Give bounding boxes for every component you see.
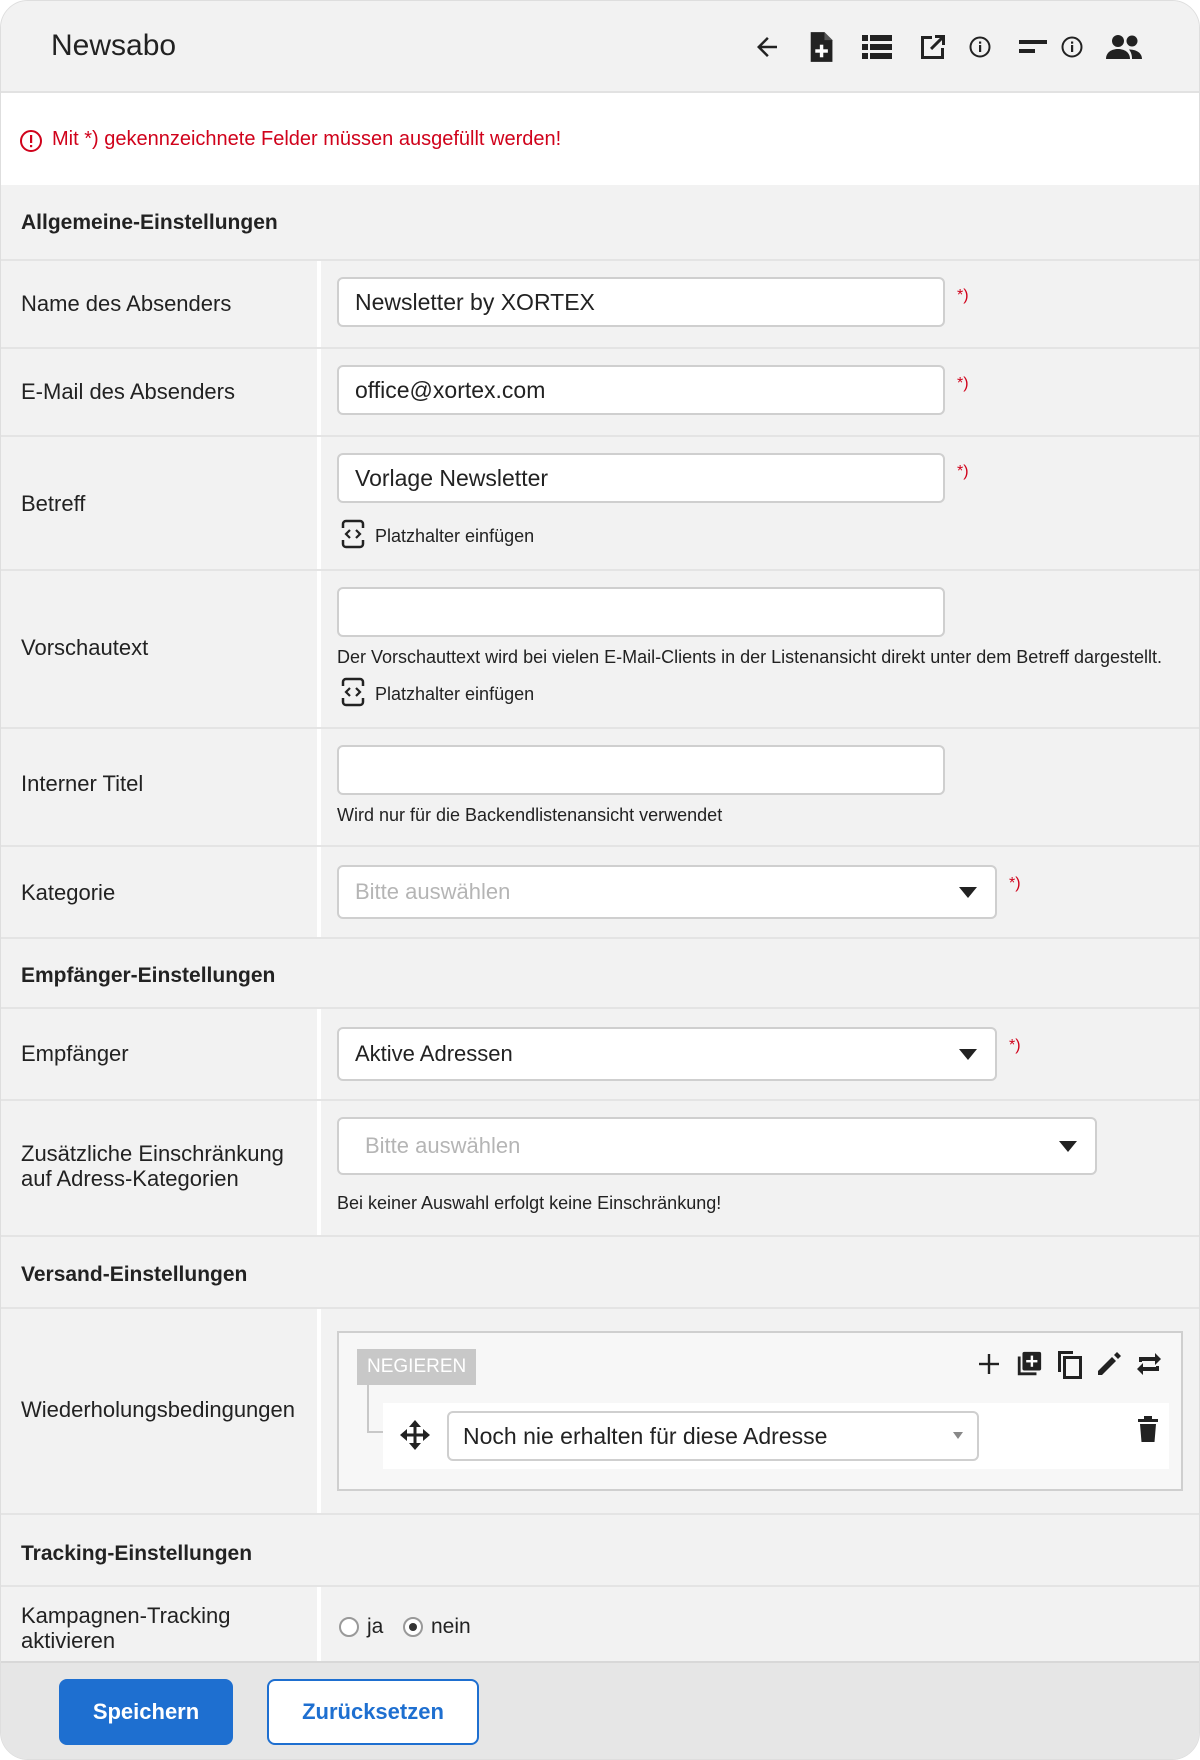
column-divider (317, 1309, 321, 1513)
dropdown-caret-icon (959, 887, 977, 898)
field-label: Name des Absenders (21, 291, 232, 316)
column-divider (317, 1101, 321, 1235)
address-categories-select[interactable] (337, 1117, 1097, 1175)
subject-input[interactable]: Vorlage Newsletter (337, 453, 945, 503)
radio-option-nein[interactable] (403, 1615, 471, 1639)
preview-text-input[interactable] (337, 587, 945, 637)
add-group-icon[interactable] (1015, 1345, 1043, 1383)
reset-button[interactable]: Zurücksetzen (267, 1679, 479, 1745)
field-label: Betreff (21, 491, 86, 516)
section-title: Versand-Einstellungen (21, 1263, 248, 1286)
field-label: Wiederholungsbedingungen (21, 1397, 295, 1422)
internal-title-hint: Wird nur für die Backendlistenansicht verwendet (337, 805, 723, 825)
field-label: Empfänger (21, 1041, 129, 1066)
section-recipients (1, 939, 1200, 1009)
condition-rule (383, 1403, 1169, 1469)
required-mark: *) (957, 287, 969, 304)
page-title: Newsabo (51, 29, 177, 62)
column-divider (317, 261, 321, 347)
file-plus-icon[interactable] (801, 27, 841, 67)
internal-title-input[interactable] (337, 745, 945, 795)
column-divider (317, 729, 321, 845)
code-bracket-icon (341, 677, 365, 712)
edit-pencil-icon[interactable] (1095, 1345, 1123, 1383)
swap-icon[interactable] (1135, 1345, 1163, 1383)
row-campaign-tracking (1, 1587, 1200, 1667)
save-button[interactable]: Speichern (59, 1679, 233, 1745)
field-label: E-Mail des Absenders (21, 379, 235, 404)
sender-email-input[interactable]: office@xortex.com (337, 365, 945, 415)
select-placeholder: Bitte auswählen (365, 1133, 521, 1158)
field-label-line1: Kampagnen-Tracking (21, 1603, 231, 1628)
field-label: Vorschautext (21, 635, 149, 660)
insert-placeholder-label: Platzhalter einfügen (375, 525, 535, 546)
info-icon[interactable] (963, 27, 997, 67)
column-divider (317, 437, 321, 569)
dropdown-caret-icon (1059, 1141, 1077, 1152)
condition-toolbar (975, 1345, 1163, 1383)
required-mark: *) (1009, 875, 1021, 892)
rule-condition-select[interactable] (447, 1411, 979, 1461)
insert-placeholder-label: Platzhalter einfügen (375, 683, 535, 704)
minus-icon[interactable] (1013, 27, 1053, 67)
recipients-select[interactable] (337, 1027, 997, 1081)
dropdown-caret-icon (959, 1049, 977, 1060)
required-mark: *) (957, 375, 969, 392)
error-circle-icon (19, 129, 43, 158)
condition-builder (337, 1331, 1183, 1491)
dropdown-caret-icon (953, 1432, 963, 1439)
arrow-left-icon[interactable] (747, 27, 787, 67)
section-tracking (1, 1515, 1200, 1587)
radio-button[interactable] (339, 1617, 359, 1637)
insert-placeholder-button-2[interactable] (341, 677, 534, 711)
list-icon[interactable] (857, 27, 897, 67)
column-divider (317, 847, 321, 937)
tree-line (367, 1385, 369, 1431)
required-mark: *) (957, 463, 969, 480)
header-bar (1, 1, 1200, 93)
section-title: Tracking-Einstellungen (21, 1542, 253, 1565)
section-sending (1, 1237, 1200, 1309)
add-rule-icon[interactable] (975, 1345, 1003, 1383)
insert-placeholder-button[interactable] (341, 519, 534, 553)
negate-button[interactable]: NEGIEREN (357, 1349, 476, 1385)
open-external-icon[interactable] (913, 27, 953, 67)
trash-icon[interactable] (1137, 1415, 1159, 1448)
field-label: Kategorie (21, 880, 116, 905)
select-placeholder: Bitte auswählen (355, 879, 511, 904)
drag-move-icon[interactable] (399, 1419, 431, 1456)
preview-text-hint: Der Vorschauttext wird bei vielen E-Mail-Clients in der Listenansicht direkt unter dem Betreff dargestellt. (337, 647, 1163, 667)
sender-name-input[interactable]: Newsletter by XORTEX (337, 277, 945, 327)
column-divider (317, 349, 321, 435)
radio-button-selected[interactable] (403, 1617, 423, 1637)
users-icon[interactable] (1101, 27, 1147, 67)
section-general (1, 185, 1200, 261)
info-icon-2[interactable] (1055, 27, 1089, 67)
radio-label: ja (367, 1615, 384, 1638)
field-label-line2: aktivieren (21, 1628, 116, 1653)
column-divider (317, 1009, 321, 1099)
required-mark: *) (1009, 1037, 1021, 1054)
section-title: Allgemeine-Einstellungen (21, 211, 278, 234)
alert-message: Mit *) gekennzeichnete Felder müssen ausgefüllt werden! (52, 128, 562, 150)
address-categories-hint: Bei keiner Auswahl erfolgt keine Einschränkung! (337, 1193, 722, 1213)
radio-option-ja[interactable] (339, 1615, 383, 1639)
column-divider (317, 1587, 321, 1667)
category-select[interactable] (337, 865, 997, 919)
code-bracket-icon (341, 519, 365, 554)
field-label-line1: Zusätzliche Einschränkung (21, 1141, 284, 1166)
section-title: Empfänger-Einstellungen (21, 964, 276, 987)
select-value: Aktive Adressen (355, 1041, 513, 1066)
select-value: Noch nie erhalten für diese Adresse (463, 1423, 828, 1449)
field-label: Interner Titel (21, 771, 144, 796)
radio-label: nein (431, 1615, 471, 1638)
field-label-line2: auf Adress-Kategorien (21, 1166, 239, 1191)
column-divider (317, 571, 321, 727)
copy-icon[interactable] (1055, 1345, 1083, 1383)
